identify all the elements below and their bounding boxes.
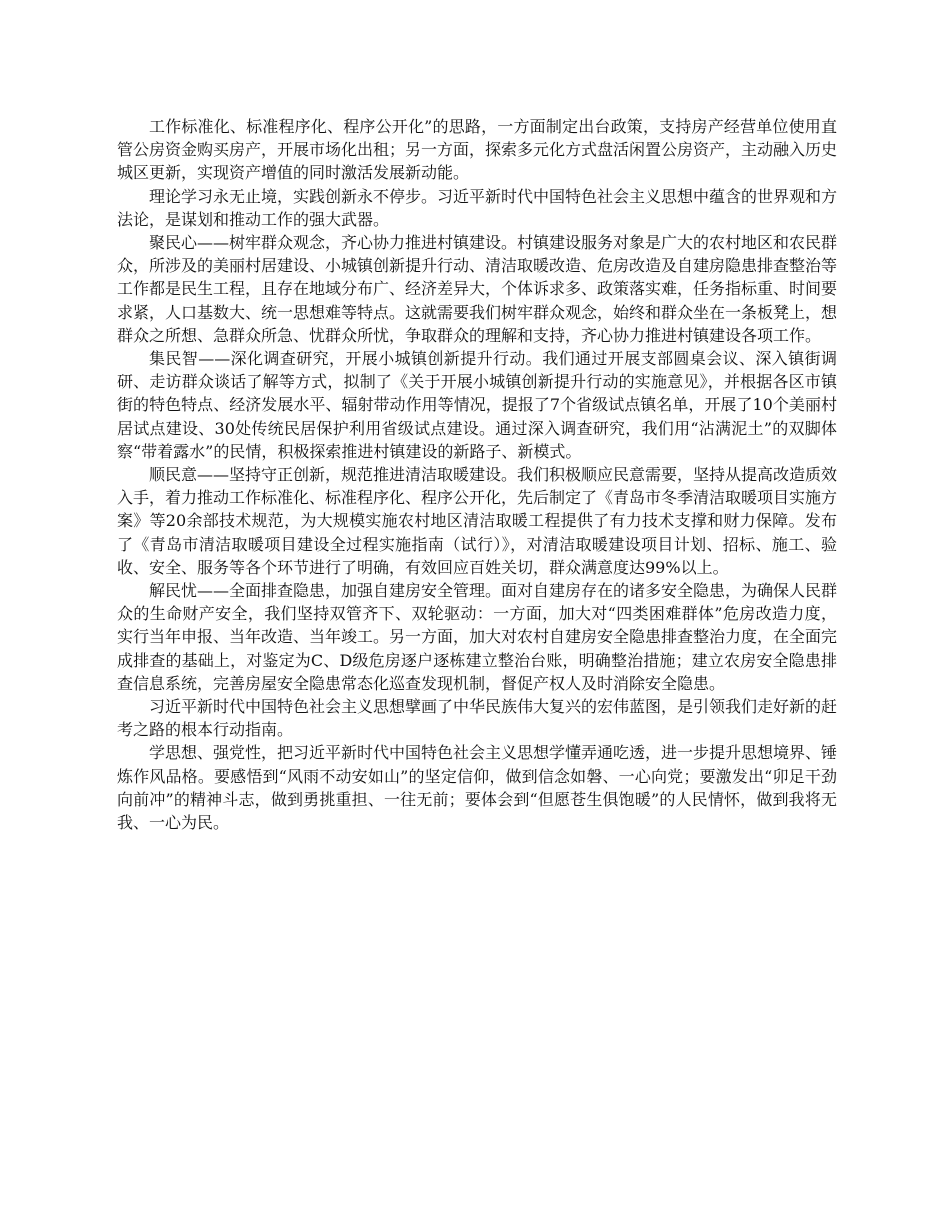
paragraph-2: 理论学习永无止境，实践创新永不停步。习近平新时代中国特色社会主义思想中蕴含的世界观和方法论，是谋划和推动工作的强大武器。 xyxy=(117,186,838,229)
paragraph-1: 工作标准化、标准程序化、程序公开化”的思路，一方面制定出台政策，支持房产经营单位使用直管公房资金购买房产，开展市场化出租；另一方面，探索多元化方式盘活闲置公房资产，主动融入历史城区更新，实现资产增值的同时激活发展新动能。 xyxy=(117,117,838,183)
paragraph-7: 习近平新时代中国特色社会主义思想擘画了中华民族伟大复兴的宏伟蓝图，是引领我们走好新的赶考之路的根本行动指南。 xyxy=(117,697,838,740)
paragraph-4: 集民智——深化调查研究，开展小城镇创新提升行动。我们通过开展支部圆桌会议、深入镇街调研、走访群众谈话了解等方式，拟制了《关于开展小城镇创新提升行动的实施意见》，并根据各区市镇街的特色特点、经济发展水平、辐射带动作用等情况，提报了7个省级试点镇名单，开展了10个美丽村居试点建设、30处传统民居保护利用省级试点建设。通过深入调查研究，我们用“沾满泥土”的双脚体察“带着露水”的民情，积极探索推进村镇建设的新路子、新模式。 xyxy=(117,349,837,461)
document-page xyxy=(117,115,837,834)
paragraph-6: 解民忧——全面排查隐患，加强自建房安全管理。面对自建房存在的诸多安全隐患，为确保人民群众的生命财产安全，我们坚持双管齐下、双轮驱动：一方面，加大对“四类困难群体”危房改造力度，实行当年申报、当年改造、当年竣工。另一方面，加大对农村自建房安全隐患排查整治力度，在全面完成排查的基础上，对鉴定为C、D级危房逐户逐栋建立整治台账，明确整治措施；建立农房安全隐患排查信息系统，完善房屋安全隐患常态化巡查发现机制，督促产权人及时消除安全隐患。 xyxy=(117,581,838,693)
paragraph-3: 聚民心——树牢群众观念，齐心协力推进村镇建设。村镇建设服务对象是广大的农村地区和农民群众，所涉及的美丽村居建设、小城镇创新提升行动、清洁取暖改造、危房改造及自建房隐患排查整治等工作都是民生工程，且存在地域分布广、经济差异大，个体诉求多、政策落实难，任务指标重、时间要求紧，人口基数大、统一思想难等特点。这就需要我们树牢群众观念，始终和群众坐在一条板凳上，想群众之所想、急群众所急、忧群众所忧，争取群众的理解和支持，齐心协力推进村镇建设各项工作。 xyxy=(117,233,838,345)
paragraph-8: 学思想、强党性，把习近平新时代中国特色社会主义思想学懂弄通吃透，进一步提升思想境界、锤炼作风品格。要感悟到“风雨不动安如山”的坚定信仰，做到信念如磐、一心向党；要激发出“卯足干劲向前冲”的精神斗志，做到勇挑重担、一往无前；要体会到“但愿苍生俱饱暖”的人民情怀，做到我将无我、一心为民。 xyxy=(117,743,838,833)
paragraph-5: 顺民意——坚持守正创新，规范推进清洁取暖建设。我们积极顺应民意需要，坚持从提高改造质效入手，着力推动工作标准化、标准程序化、程序公开化，先后制定了《青岛市冬季清洁取暖项目实施方案》等20余部技术规范，为大规模实施农村地区清洁取暖工程提供了有力技术支撑和财力保障。发布了《青岛市清洁取暖项目建设全过程实施指南（试行）》，对清洁取暖建设项目计划、招标、施工、验收、安全、服务等各个环节进行了明确，有效回应百姓关切，群众满意度达99%以上。 xyxy=(117,465,838,577)
